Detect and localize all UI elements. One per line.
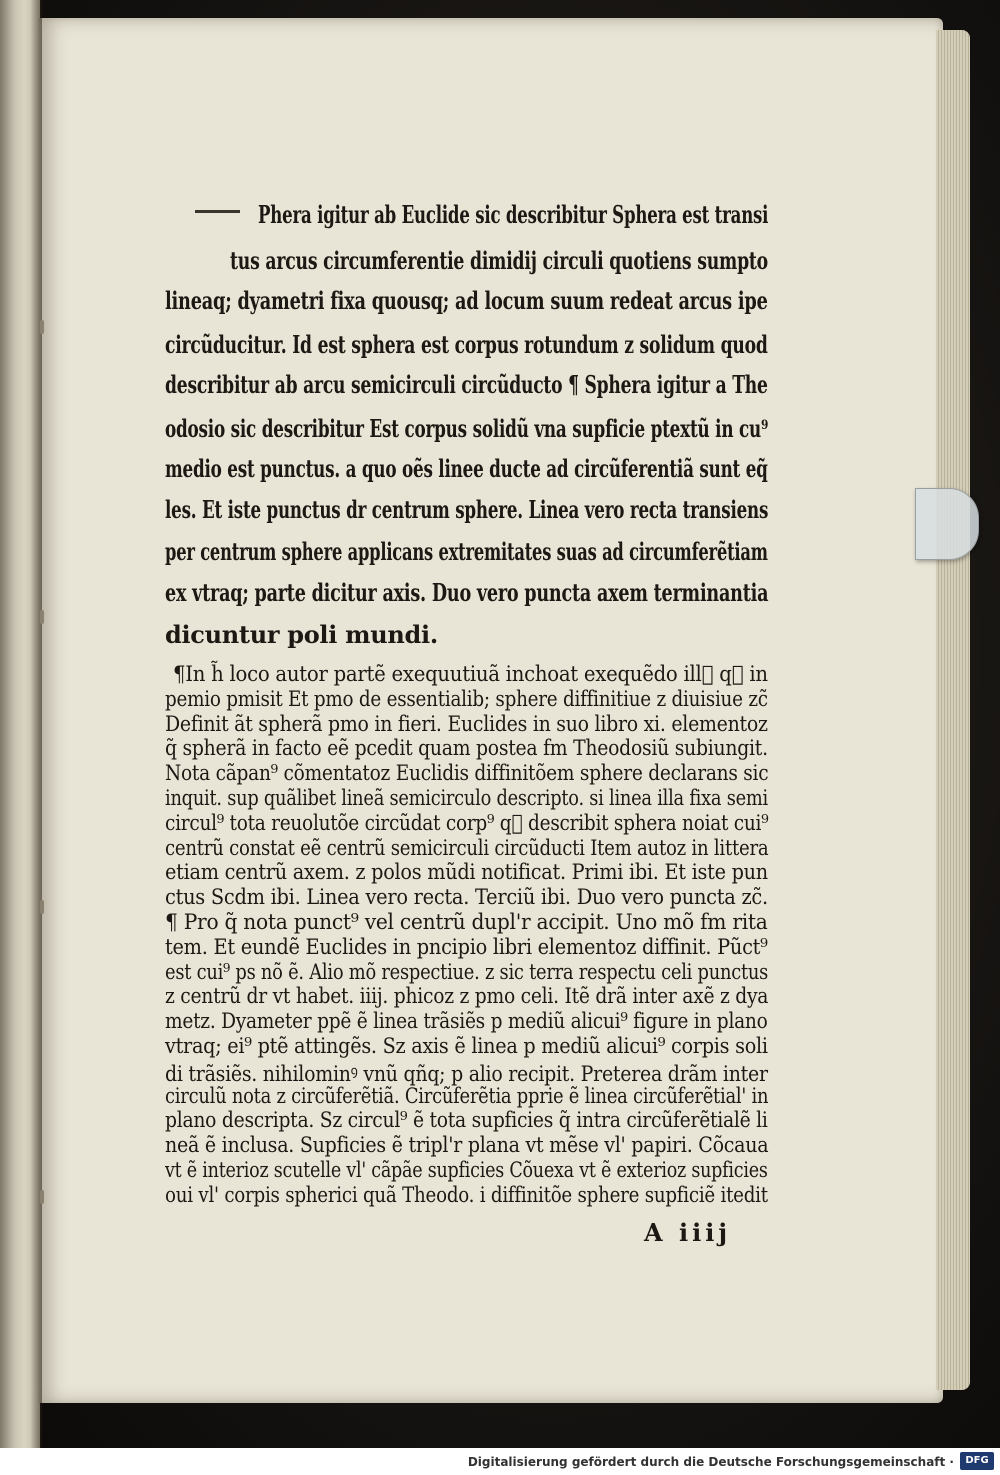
commentary-line: centrũ constat eẽ centrũ semicirculi circũducti Item autoz in littera xyxy=(165,835,769,861)
commentary-line: ctus Scdm ibi. Linea vero recta. Terciũ ibi. Duo vero puncta zc̃. xyxy=(165,885,768,911)
dfg-logo: DFG xyxy=(960,1452,994,1470)
binding-stitch xyxy=(40,1190,44,1204)
commentary-line: z centrũ dr vt habet. iiij. phicoz z pmo celi. Itẽ drã inter axẽ z dya xyxy=(165,984,769,1010)
commentary-line: circul⁹ tota reuolutõe circũdat corp⁹ qᷓ describit sphera noiat cui⁹ xyxy=(165,810,769,836)
main-text-line: dicuntur poli mundi. xyxy=(165,620,438,649)
commentary-line: q̃ spherã in facto eẽ pcedit quam postea fm Theodosiũ subiungit. xyxy=(165,736,768,762)
main-text-line: describitur ab arcu semicirculi circũducto ¶ Sphera igitur a The xyxy=(165,370,768,399)
main-text-line: odosio sic describitur Est corpus solidũ vna supficie ptextũ in cu⁹ xyxy=(165,414,769,443)
commentary-line: tem. Et eundẽ Euclides in pncipio libri elementoz diffinit. Pũct⁹ xyxy=(165,934,768,960)
commentary-line: circulũ nota z circũferẽtiã. Circũferẽtia pprie ẽ linea circũferẽtial' in xyxy=(165,1083,769,1109)
commentary-line: di trãsiẽs. nihilominꝰ vnũ qñq; p alio recipit. Preterea drãm inter xyxy=(165,1061,768,1087)
commentary-line: inquit. sup quãlibet lineã semicirculo descripto. si linea illa fixa semi xyxy=(165,786,768,811)
guide-dash xyxy=(195,210,240,213)
footer-credit: Digitalisierung gefördert durch die Deutsche Forschungsgemeinschaft · xyxy=(467,1455,954,1469)
main-text-line: per centrum sphere applicans extremitates suas ad circumferẽtiam xyxy=(165,537,768,566)
binding-stitch xyxy=(40,320,44,334)
main-text-line: circũducitur. Id est sphera est corpus rotundum z solidum quod xyxy=(165,330,768,359)
page-stack-edges xyxy=(936,30,970,1390)
main-text-line: lineaq; dyametri fixa quousq; ad locum suum redeat arcus ipe xyxy=(165,286,768,315)
clip-marker xyxy=(915,488,979,560)
commentary-line: pemio pmisit Et pmo de essentialib; sphere diffinitiue z diuisiue zc̃ xyxy=(165,686,768,712)
main-text-line: medio est punctus. a quo oẽs linee ducte ad circũferentiã sunt eq̃ xyxy=(165,454,768,483)
commentary-line: Definit ãt spherã pmo in fieri. Euclides in suo libro xi. elementoz xyxy=(165,711,768,737)
main-text-line: tus arcus circumferentie dimidij circuli quotiens sumpto xyxy=(230,246,768,275)
commentary-line: ¶In h̃ loco autor partẽ exequutiuã inchoat exequẽdo illᷓ qᷓ in xyxy=(173,662,768,687)
folio-signature: A iiij xyxy=(644,1218,732,1247)
main-text-line: Phera igitur ab Euclide sic describitur Sphera est transi xyxy=(258,200,769,229)
commentary-line: metz. Dyameter ppẽ ẽ linea trãsiẽs p mediũ alicui⁹ figure in plano xyxy=(165,1009,768,1035)
commentary-line: vtraq; ei⁹ ptẽ attingẽs. Sz axis ẽ linea p mediũ alicui⁹ corpis soli xyxy=(165,1034,768,1059)
commentary-line: vt ẽ interioz scutelle vl' cãpãe supficies Cõuexa vt ẽ exterioz supficies xyxy=(165,1158,768,1183)
commentary-line: est cui⁹ ps nõ ẽ. Alio mõ respectiue. z sic terra respectu celi punctus xyxy=(165,959,769,985)
commentary-line: Nota cãpan⁹ cõmentatoz Euclidis diffinitõem sphere declarans sic xyxy=(165,761,769,787)
binding-stitch xyxy=(40,610,44,624)
main-text-line: les. Et iste punctus dr centrum sphere. Linea vero recta transiens xyxy=(165,495,769,524)
commentary-line: oui vl' corpis spherici quã Theodo. i diffinitõe sphere supficiẽ itedit xyxy=(165,1182,768,1208)
commentary-line: plano descripta. Sz circul⁹ ẽ tota supficies q̃ intra circũferẽtialẽ li xyxy=(165,1108,768,1134)
spine-shadow xyxy=(30,0,42,1448)
commentary-line: ¶ Pro q̃ nota punct⁹ vel centrũ dupl'r accipit. Uno mõ fm rita xyxy=(165,910,768,935)
commentary-line: etiam centrũ axem. z polos mũdi notificat. Primi ibi. Et iste pun xyxy=(165,860,768,886)
main-text-line: ex vtraq; parte dicitur axis. Duo vero puncta axem terminantia xyxy=(165,578,769,607)
binding-stitch xyxy=(40,900,44,914)
commentary-line: neã ẽ inclusa. Supficies ẽ tripl'r plana vt mẽse vl' papiri. Cõcaua xyxy=(165,1133,769,1159)
